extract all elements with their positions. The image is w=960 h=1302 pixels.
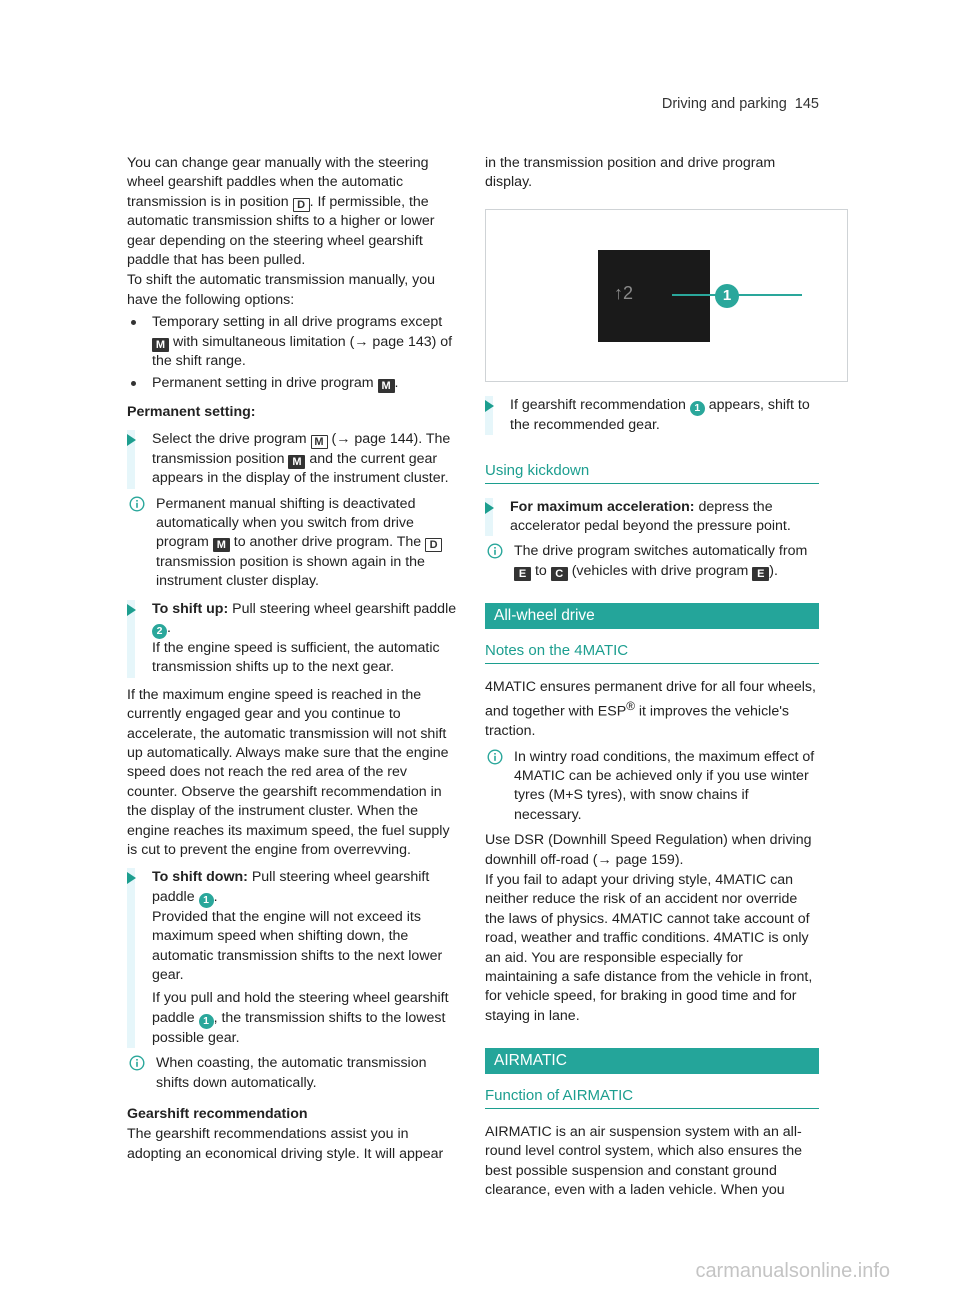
step-select-program: Select the drive program M (→ page 144). The transmission position M and the current gear appears in the display of the instrument cluster. [127,430,461,488]
left-column [127,154,461,1165]
manual-program-m-icon: M [311,435,328,449]
intro-paragraph: You can change gear manually with the steering wheel gearshift paddles when the automatic transmission is in position D . If permissible, the automatic transmission shifts to a higher or lower gear depending on the steering wheel gearshift paddle that has been pulled. [127,155,435,269]
4matic-notes-subheading: Notes on the 4MATIC [485,641,819,663]
list-item: Temporary setting in all drive programs except M with simultaneous limitation (→ page 143) of the shift range. [127,313,461,371]
info-icon [129,1055,145,1071]
step-bar [127,868,135,1048]
continued-text: in the transmission position and drive program display. [485,155,776,191]
info-note: The drive program switches automatically from E to C (vehicles with drive program E ). [485,542,819,581]
airmatic-section-band: AIRMATIC [485,1048,819,1074]
all-wheel-drive-section-band: All-wheel drive [485,603,819,629]
section-title: Driving and parking [661,96,787,112]
info-icon [129,496,145,512]
info-note: In wintry road conditions, the maximum effect of 4MATIC can be achieved only if you use winter tyres (M+S tyres), with snow chains if necessary. [485,748,819,826]
callout-number-badge: 1 [199,1014,214,1029]
step-shift-up: To shift up: Pull steering wheel gearshift paddle 2 . If the engine speed is sufficient, the automatic transmission shifts up to the next gear. [127,600,461,678]
watermark: carmanualsonline.info [695,1260,890,1282]
4matic-paragraph: 4MATIC ensures permanent drive for all four wheels, and together with ESP® it improves the vehicle's traction. [485,678,816,740]
step-arrow-icon [485,502,494,514]
eco-program-e-icon: E [514,567,531,581]
callout-number-badge: 1 [199,893,214,908]
info-icon [487,749,503,765]
step-arrow-icon [485,400,494,412]
callout-number-badge: 2 [152,624,167,639]
drive-position-d-icon: D [293,198,310,212]
manual-program-m-icon: M [152,338,169,352]
gearshift-recommendation-text: The gearshift recommendations assist you in adopting an economical driving style. It will appear [127,1126,444,1162]
callout-number-badge: 1 [690,401,705,416]
step-kickdown: For maximum acceleration: depress the accelerator pedal beyond the pressure point. [485,498,819,537]
gearshift-recommendation-heading: Gearshift recommendation [127,1106,308,1123]
permanent-setting-heading: Permanent setting: [127,403,256,420]
comfort-program-c-icon: C [551,567,568,581]
page-number: 145 [794,96,819,112]
callout-number-badge: 1 [715,284,739,308]
eco-program-e-icon: E [752,567,769,581]
instrument-display [598,250,710,342]
list-item: Permanent setting in drive program M . [127,374,461,393]
step-arrow-icon [127,434,136,446]
info-note: Permanent manual shifting is deactivated automatically when you switch from drive program M to another drive program. The D transmission position is shown again in the instrument cluster display. [127,495,461,592]
dsr-paragraph: Use DSR (Downhill Speed Regulation) when driving downhill off-road (→ page 159). [485,832,812,868]
airmatic-paragraph: AIRMATIC is an air suspension system with an all-round level control system, which also ensures the best possible suspension and constant ground clearance, even with a laden vehicle. When you [485,1123,803,1198]
options-intro: To shift the automatic transmission manually, you have the following options: [127,272,436,308]
manual-program-m-icon: M [213,538,230,552]
gear-recommendation-readout: ↑2 [614,282,634,303]
manual-program-m-icon: M [288,455,305,469]
right-column [485,154,819,1201]
step-arrow-icon [127,604,136,616]
step-gearshift-recommendation: If gearshift recommendation 1 appears, shift to the recommended gear. [485,396,819,435]
page-header [662,95,819,114]
max-speed-paragraph: If the maximum engine speed is reached in the currently engaged gear and you continue to accelerate, the automatic transmission will not shift up automatically. Always make sure that the engine speed does not reach the red area of the rev counter. Observe the gearshift recommendation in the display of the instrument cluster. When the engine reaches its maximum speed, the fuel supply is cut to prevent the engine from overrevving. [127,686,450,858]
step-arrow-icon [127,872,136,884]
airmatic-function-subheading: Function of AIRMATIC [485,1086,819,1108]
info-icon [487,543,503,559]
manual-program-m-icon: M [378,379,395,393]
gearshift-display-figure [485,209,848,382]
info-note: When coasting, the automatic transmission shifts down automatically. [127,1054,461,1093]
step-shift-down: To shift down: Pull steering wheel gearshift paddle 1 . Provided that the engine will not exceed its maximum speed when shifting down, the automatic transmission shifts to the next lower gear. If you pull and hold the steering wheel gearshift paddle 1 , the transmission shifts to the lowest possible gear. [127,868,461,1048]
4matic-limits-paragraph: If you fail to adapt your driving style, 4MATIC can neither reduce the risk of an accident nor override the laws of physics. 4MATIC cannot take account of road, weather and traffic conditions. 4MATIC is only an aid. You are responsible especially for maintaining a safe distance from the vehicle in front, for vehicle speed, for braking in good time and for staying in lane. [485,872,813,1024]
kickdown-subheading: Using kickdown [485,461,819,483]
drive-position-d-icon: D [425,538,442,552]
